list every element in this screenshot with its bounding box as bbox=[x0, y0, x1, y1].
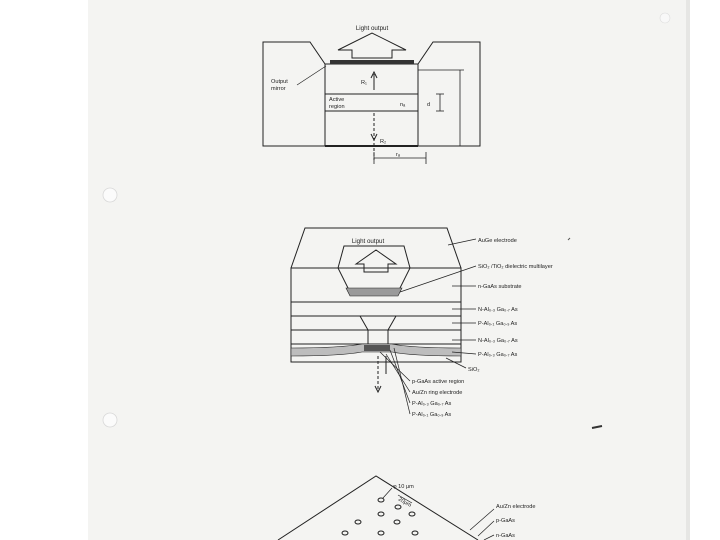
punch-hole-2 bbox=[103, 413, 117, 427]
leader-bottom-layer-2 bbox=[394, 348, 410, 414]
spacing-label: 20μm bbox=[397, 496, 413, 509]
output-mirror-layer bbox=[330, 60, 414, 64]
output-mirror-label-line2: mirror bbox=[271, 86, 286, 92]
emitter-dot-3 bbox=[409, 512, 415, 516]
array-wafer-outline bbox=[278, 476, 478, 540]
top-light-output-label: Light output bbox=[355, 25, 389, 32]
active-region-label-line1: Active bbox=[329, 97, 345, 103]
leader-n-gaas bbox=[484, 535, 494, 540]
diameter-leader bbox=[383, 488, 392, 498]
leader-au-zn bbox=[470, 509, 494, 530]
light-output-arrow bbox=[338, 33, 406, 58]
emitter-dot-9 bbox=[412, 531, 418, 535]
leader-ring-electrode bbox=[386, 354, 410, 392]
middle-vcsel-structure-diagram bbox=[291, 228, 476, 414]
top-electrode-bevel bbox=[291, 228, 461, 268]
d-label: d bbox=[427, 102, 431, 108]
emitter-dot-1 bbox=[378, 498, 384, 502]
emitter-dot-2 bbox=[395, 505, 401, 509]
layer-label-4: P-Al₀.₁ Ga₀.₉ As bbox=[478, 321, 518, 327]
leader-sio2 bbox=[446, 358, 466, 368]
top-cross-section-diagram bbox=[263, 33, 480, 164]
bottom-label-2: P-Al₀.₃ Ga₀.₇ As bbox=[412, 401, 452, 407]
scan-speck-1 bbox=[592, 426, 602, 428]
etched-window bbox=[338, 246, 410, 292]
middle-light-output-label: Light output bbox=[351, 238, 385, 245]
bottom-array-diagram bbox=[278, 476, 494, 540]
emitter-dot-5 bbox=[394, 520, 400, 524]
layer-label-7: SiO₂ bbox=[468, 367, 480, 373]
leader-active-region bbox=[380, 352, 410, 381]
r1-label: R₁ bbox=[361, 80, 367, 86]
emitter-dot-7 bbox=[342, 531, 348, 535]
diameter-label: φ 10 μm bbox=[393, 484, 414, 490]
layer-label-2: n-GaAs substrate bbox=[478, 284, 522, 290]
bottom-label-0: p-GaAs active region bbox=[412, 379, 465, 385]
emitter-dot-8 bbox=[378, 531, 384, 535]
r2-label: R₂ bbox=[380, 139, 387, 145]
leader-p-gaas bbox=[478, 521, 494, 536]
layer-label-6: P-Al₀.₃ Ga₀.₇ As bbox=[478, 352, 518, 358]
active-region-dot bbox=[364, 345, 390, 351]
middle-light-output-arrow bbox=[356, 250, 396, 272]
active-region-label-line2: region bbox=[329, 104, 345, 110]
punch-hole-3 bbox=[660, 13, 670, 23]
layer-label-3: N-Al₀.₃ Ga₀.₇ As bbox=[478, 307, 518, 313]
na-label: nₐ bbox=[400, 102, 406, 108]
leader-bottom-layer-1 bbox=[390, 350, 410, 403]
bottom-layer-label-2: n-GaAs bbox=[496, 533, 515, 539]
layer-label-5: N-Al₀.₃ Ga₀.₇ As bbox=[478, 338, 518, 344]
ra-label: rₐ bbox=[396, 152, 400, 158]
leader-sio2tio2 bbox=[400, 266, 476, 292]
output-mirror-label-line1: Output bbox=[271, 79, 288, 85]
scan-speck-2 bbox=[568, 238, 570, 240]
bottom-label-1: Au/Zn ring electrode bbox=[412, 390, 463, 396]
emitter-dot-4 bbox=[378, 512, 384, 516]
bottom-layer-label-0: Au/Zn electrode bbox=[496, 504, 536, 510]
bottom-layer-label-1: p-GaAs bbox=[496, 518, 515, 524]
layer-label-1: SiO₂ /TiO₂ dielectric multilayer bbox=[478, 264, 553, 270]
dielectric-mirror bbox=[346, 288, 402, 296]
bottom-label-3: P-Al₀.₁ Ga₀.₉ As bbox=[412, 412, 452, 418]
output-mirror-leader bbox=[297, 66, 326, 85]
emitter-dot-6 bbox=[355, 520, 361, 524]
punch-hole-1 bbox=[103, 188, 117, 202]
layer-label-0: AuGe electrode bbox=[478, 238, 517, 244]
